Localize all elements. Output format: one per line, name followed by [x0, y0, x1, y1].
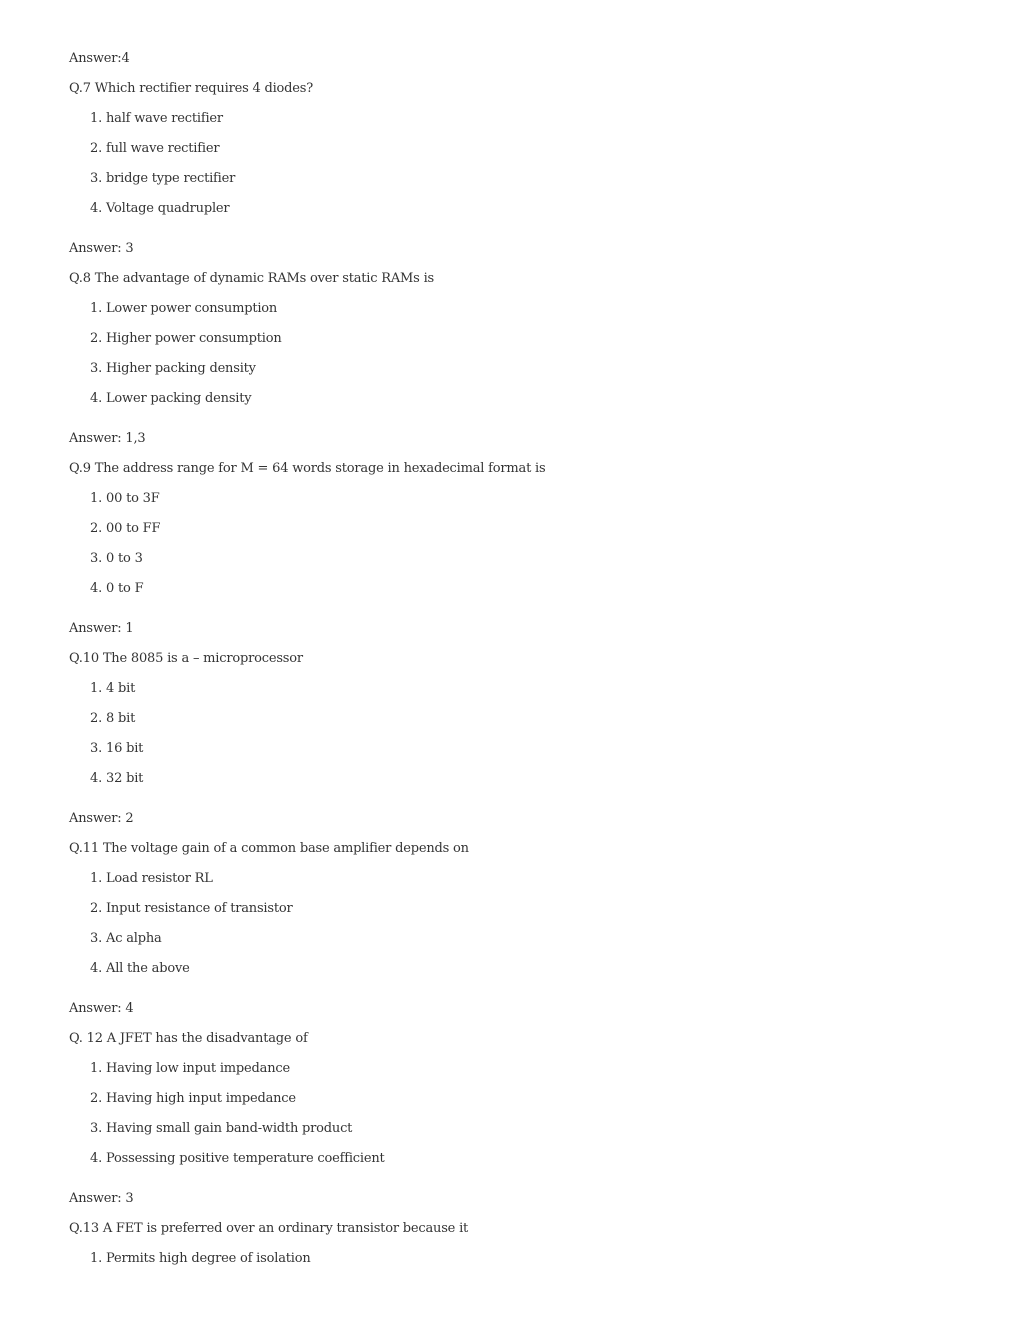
option-text: Having high input impedance: [106, 1091, 296, 1106]
option-number: 1 .: [69, 1249, 102, 1279]
list-item: [69, 1059, 969, 1089]
option-text: 4 bit: [106, 681, 136, 696]
question-text: Q.7 Which rectifier requires 4 diodes?: [69, 81, 314, 96]
answer-text: Answer: 2: [69, 811, 134, 826]
list-item: [69, 1089, 969, 1119]
list-item: [69, 769, 969, 799]
list-item: [69, 929, 969, 959]
option-text: Higher power consumption: [106, 331, 282, 346]
option-number: 3 .: [69, 359, 102, 389]
option-text: 32 bit: [106, 771, 144, 786]
option-number: 1 .: [69, 299, 102, 329]
list-item: [69, 489, 969, 519]
question-text: Q. 12 A JFET has the disadvantage of: [69, 1031, 308, 1046]
option-list: [69, 109, 969, 229]
option-number: 3 .: [69, 929, 102, 959]
option-text: Having small gain band-width product: [106, 1121, 353, 1136]
option-text: bridge type rectifier: [106, 171, 236, 186]
list-item: [69, 389, 969, 419]
option-number: 2 .: [69, 1089, 102, 1119]
question-text: Q.13 A FET is preferred over an ordinary transistor because it: [69, 1221, 469, 1236]
list-item: [69, 199, 969, 229]
list-item: [69, 1119, 969, 1149]
option-text: Possessing positive temperature coefficient: [106, 1151, 385, 1166]
option-number: 2 .: [69, 139, 102, 169]
option-number: 3 .: [69, 739, 102, 769]
option-text: Lower power consumption: [106, 301, 278, 316]
option-text: Permits high degree of isolation: [106, 1251, 311, 1266]
list-item: [69, 329, 969, 359]
list-item: [69, 869, 969, 899]
option-text: 0 to 3: [106, 551, 143, 566]
list-item: [69, 169, 969, 199]
answer-text: Answer: 3: [69, 241, 134, 256]
answer-line: [69, 1179, 969, 1219]
option-number: 1 .: [69, 489, 102, 519]
option-text: All the above: [106, 961, 190, 976]
answer-text: Answer: 4: [69, 1001, 134, 1016]
option-number: 3 .: [69, 549, 102, 579]
list-item: [69, 709, 969, 739]
option-number: 4 .: [69, 959, 102, 989]
option-list: [69, 1059, 969, 1179]
option-text: half wave rectifier: [106, 111, 223, 126]
option-list: [69, 1249, 969, 1279]
question-text: Q.9 The address range for M = 64 words storage in hexadecimal format is: [69, 461, 546, 476]
option-list: [69, 489, 969, 609]
answer-text: Answer: 3: [69, 1191, 134, 1206]
option-number: 2 .: [69, 899, 102, 929]
list-item: [69, 519, 969, 549]
list-item: [69, 899, 969, 929]
option-text: 8 bit: [106, 711, 136, 726]
option-text: Having low input impedance: [106, 1061, 290, 1076]
list-item: [69, 139, 969, 169]
list-item: [69, 299, 969, 329]
option-number: 1 .: [69, 869, 102, 899]
option-number: 1 .: [69, 1059, 102, 1089]
option-list: [69, 869, 969, 989]
list-item: [69, 109, 969, 139]
option-list: [69, 679, 969, 799]
option-text: 0 to F: [106, 581, 144, 596]
list-item: [69, 1249, 969, 1279]
option-text: 00 to 3F: [106, 491, 160, 506]
option-text: Higher packing density: [106, 361, 256, 376]
answer-line: [69, 609, 969, 649]
option-text: Ac alpha: [106, 931, 162, 946]
option-text: Voltage quadrupler: [106, 201, 230, 216]
list-item: [69, 959, 969, 989]
option-number: 3 .: [69, 1119, 102, 1149]
answer-line: [69, 419, 969, 459]
answer-line: [69, 229, 969, 269]
question-text: Q.8 The advantage of dynamic RAMs over static RAMs is: [69, 271, 434, 286]
list-item: [69, 1149, 969, 1179]
answer-text: Answer:4: [69, 51, 130, 66]
document-page: [69, 49, 969, 1279]
option-number: 1 .: [69, 679, 102, 709]
answer-text: Answer: 1: [69, 621, 134, 636]
option-number: 3 .: [69, 169, 102, 199]
answer-line: [69, 49, 969, 79]
option-text: 16 bit: [106, 741, 144, 756]
option-text: Load resistor RL: [106, 871, 213, 886]
list-item: [69, 579, 969, 609]
list-item: [69, 359, 969, 389]
option-number: 2 .: [69, 329, 102, 359]
list-item: [69, 739, 969, 769]
option-number: 4 .: [69, 579, 102, 609]
option-text: full wave rectifier: [106, 141, 220, 156]
option-number: 1 .: [69, 109, 102, 139]
option-number: 4 .: [69, 389, 102, 419]
list-item: [69, 549, 969, 579]
question-text: Q.11 The voltage gain of a common base amplifier depends on: [69, 841, 469, 856]
option-list: [69, 299, 969, 419]
option-text: 00 to FF: [106, 521, 161, 536]
option-number: 2 .: [69, 709, 102, 739]
answer-text: Answer: 1,3: [69, 431, 146, 446]
answer-line: [69, 989, 969, 1029]
answer-line: [69, 799, 969, 839]
option-number: 4 .: [69, 199, 102, 229]
option-number: 4 .: [69, 1149, 102, 1179]
option-number: 4 .: [69, 769, 102, 799]
list-item: [69, 679, 969, 709]
option-text: Lower packing density: [106, 391, 252, 406]
option-number: 2 .: [69, 519, 102, 549]
option-text: Input resistance of transistor: [106, 901, 293, 916]
question-text: Q.10 The 8085 is a – microprocessor: [69, 651, 303, 666]
